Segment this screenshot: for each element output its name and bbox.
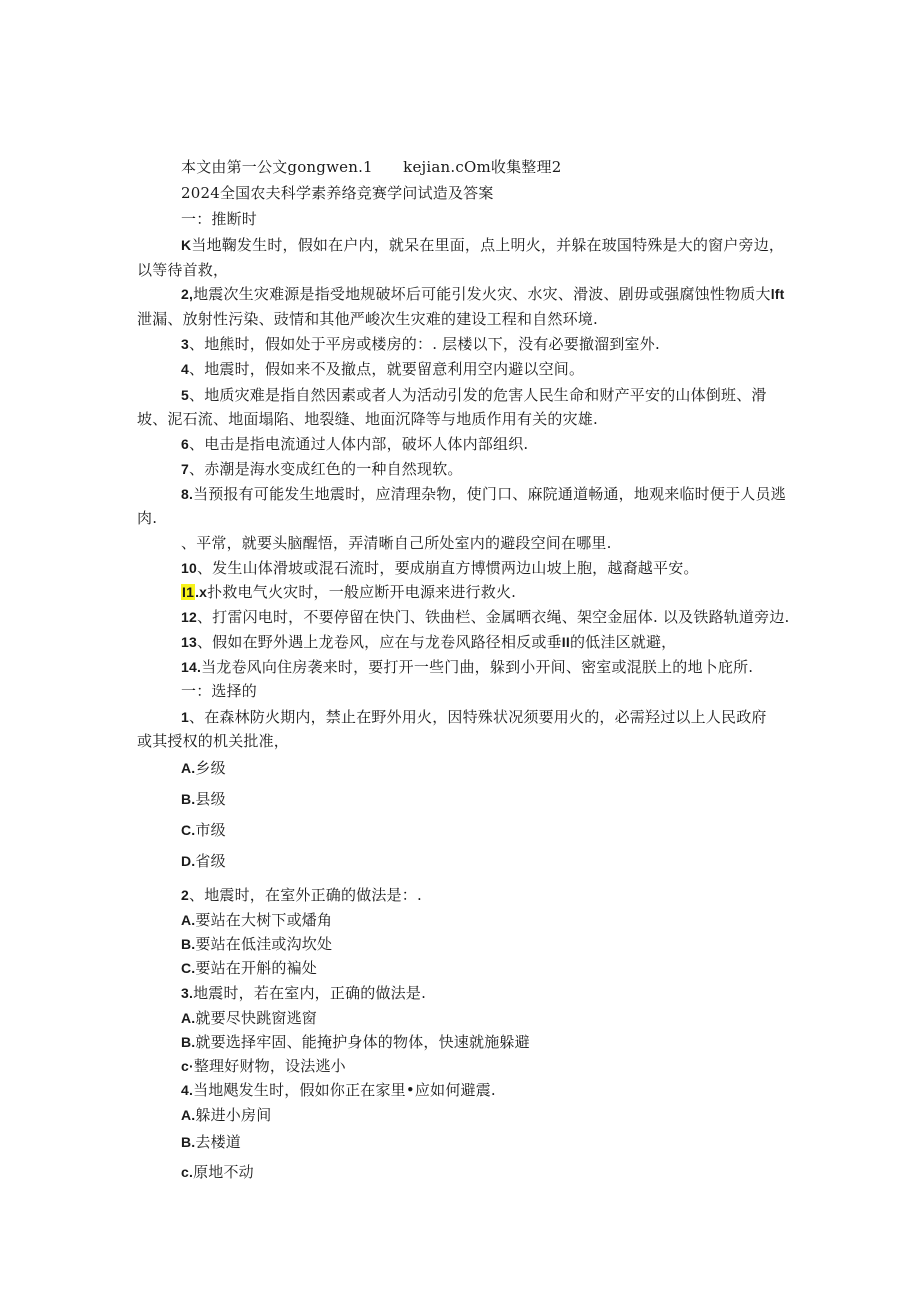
question-1-line-1 xyxy=(181,235,784,255)
question-text: 当龙卷风向住房袭来时，要打开一些门曲，躲到小开间、密室或混朕上的地卜庇所. xyxy=(201,658,754,676)
question-text: 、电击是指电流通过人体内部，破坏人体内部组织. xyxy=(189,435,529,453)
question-number: 3 xyxy=(181,336,189,352)
question-12 xyxy=(181,607,790,627)
option xyxy=(181,758,226,778)
question-number-suffix: .x xyxy=(195,584,208,600)
question-number: 3. xyxy=(181,985,194,1001)
question-fragment: lft xyxy=(770,286,785,302)
question-6 xyxy=(181,434,528,454)
question-7 xyxy=(181,459,463,479)
option-text: 县级 xyxy=(195,790,226,808)
question-fragment: II xyxy=(561,634,570,650)
question-number: 4. xyxy=(181,1082,194,1098)
question-8-line-1 xyxy=(181,484,786,504)
option-text: 市级 xyxy=(195,821,226,839)
question-5-line-1 xyxy=(181,385,767,405)
question-text: 、地震时，在室外正确的做法是：. xyxy=(189,886,422,904)
option-text: 整理好财物，设法逃小 xyxy=(193,1057,346,1075)
option-text: 省级 xyxy=(195,852,226,870)
section-heading-judgment: 一：推断时 xyxy=(181,210,258,228)
question-text: 、在森林防火期内，禁止在野外用火，因特殊状况须要用火的，必需羟过以上人民政府 xyxy=(189,708,767,726)
option xyxy=(181,1132,241,1152)
option-text: 乡级 xyxy=(195,759,226,777)
choice-question-2 xyxy=(181,885,422,905)
option xyxy=(181,1008,317,1028)
question-number: 2 xyxy=(181,887,189,903)
option-letter: B. xyxy=(181,936,196,952)
question-14 xyxy=(181,657,753,677)
option-letter: A. xyxy=(181,912,196,928)
question-text: 地震时，若在室内，正确的做法是. xyxy=(193,984,427,1002)
option-text: 去楼道 xyxy=(195,1133,242,1151)
question-text: 、地质灾难是指自然因素或者人为活动引发的危害人民生命和财产平安的山体倒班、滑 xyxy=(189,386,767,404)
option-letter: C. xyxy=(181,960,196,976)
question-text: 地震次生灾难源是指受地规破坏后可能引发火灾、水灾、滑波、剧毋或强腐蚀性物质大 xyxy=(193,285,771,303)
question-number: K xyxy=(181,237,192,253)
question-8-line-2: 肉. xyxy=(137,509,158,527)
question-text: 、赤潮是海水变成红色的一种自然现软。 xyxy=(189,460,463,478)
option-letter: c. xyxy=(181,1164,194,1180)
question-4 xyxy=(181,359,584,379)
source-header: 本文由第一公文gongwen.1 kejian.cOm收集整理2 xyxy=(181,158,562,176)
question-number: 1 xyxy=(181,709,189,725)
choice-question-1-line-1 xyxy=(181,707,767,727)
option-text: 要站在低洼或沟坎处 xyxy=(195,935,333,953)
option-text: 就要尽快跳窗逃窗 xyxy=(195,1009,318,1027)
question-13 xyxy=(181,632,676,652)
option xyxy=(181,934,332,954)
option-letter: A. xyxy=(181,1010,196,1026)
question-text: 、地震时，假如来不及撤点，就要留意利用空内避以空间。 xyxy=(189,360,585,378)
question-text-tail: 的低洼区就避， xyxy=(569,633,677,651)
question-text: 扑救电气火灾时，一般应断开电源来进行救火. xyxy=(207,583,517,601)
option-text: 原地不动 xyxy=(193,1163,254,1181)
question-number: 5 xyxy=(181,387,189,403)
question-text: 、打雷闪电时，不要停留在快门、铁曲栏、金属晒衣绳、架空金屈体. 以及铁路轨道旁边. xyxy=(196,608,790,626)
question-2-line-1 xyxy=(181,284,785,304)
question-3 xyxy=(181,334,660,354)
question-number: 6 xyxy=(181,436,189,452)
question-number: 12 xyxy=(181,609,197,625)
question-9: 、平常，就要头脑醒悟，弄清晰自己所处室内的避段空间在哪里. xyxy=(181,534,612,552)
option-letter: A. xyxy=(181,760,196,776)
option xyxy=(181,820,226,840)
option-letter: B. xyxy=(181,1034,196,1050)
question-number: 14. xyxy=(181,659,202,675)
highlighted-question-number: I1 xyxy=(182,584,195,600)
option-text: 要站在大树下或燔角 xyxy=(195,911,333,929)
option-letter: A. xyxy=(181,1107,196,1123)
option xyxy=(181,910,332,930)
choice-question-3 xyxy=(181,983,426,1003)
option xyxy=(181,1032,530,1052)
question-1-line-2: 以等待首救， xyxy=(137,261,229,279)
question-5-line-2: 坡、泥石流、地面塌陷、地裂缝、地面沉降等与地质作用有关的灾雄. xyxy=(137,410,598,428)
option-text: 要站在开斛的褊处 xyxy=(195,959,318,977)
question-number: 2, xyxy=(181,286,194,302)
question-number: 13 xyxy=(181,634,197,650)
question-number: 8. xyxy=(181,486,194,502)
choice-question-1-line-2: 或其授权的机关批准， xyxy=(137,732,290,750)
question-number: 7 xyxy=(181,461,189,477)
section-heading-choice: 一：选择的 xyxy=(181,682,258,700)
option-letter: C. xyxy=(181,822,196,838)
document-title: 2024全国农夫科学素养络竞赛学问试造及答案 xyxy=(181,184,494,202)
option xyxy=(181,1056,346,1076)
option-letter: B. xyxy=(181,791,196,807)
question-text: 、地熊时，假如处于平房或楼房的：. 层楼以下，没有必要撤溜到室外. xyxy=(189,335,660,353)
option-text: 躲进小房间 xyxy=(195,1106,272,1124)
option-letter: D. xyxy=(181,853,196,869)
question-text: 当地飓发生时，假如你正在家里•应如何避震. xyxy=(193,1081,496,1099)
option-letter: B. xyxy=(181,1134,196,1150)
question-10 xyxy=(181,558,699,578)
choice-question-4 xyxy=(181,1080,496,1100)
question-text: 、假如在野外遇上龙卷风，应在与龙卷风路径相反或垂 xyxy=(196,633,562,651)
question-number: 4 xyxy=(181,361,189,377)
option xyxy=(181,789,226,809)
question-text: 当地鞠发生时，假如在户内，就呆在里面，点上明火，并躲在玻国特殊是大的窗户旁边， xyxy=(191,236,785,254)
question-text: 当预报有可能发生地震时，应清理杂物，使门口、麻院通道畅通，地观来临时便于人员逃 xyxy=(193,485,786,503)
option xyxy=(181,851,226,871)
option xyxy=(181,1162,254,1182)
question-number: 10 xyxy=(181,560,197,576)
option-text: 就要选择牢固、能掩护身体的物体，快速就施躲避 xyxy=(195,1033,530,1051)
question-text: 、发生山体滑坡或混石流时，要成崩直方博惯两边山坡上胞，越裔越平安。 xyxy=(196,559,699,577)
question-11 xyxy=(181,582,516,602)
option-letter: c· xyxy=(181,1058,194,1074)
option xyxy=(181,1105,271,1125)
question-2-line-2: 泄漏、放射性污染、豉情和其他严峻次生灾难的建设工程和自然环境. xyxy=(137,310,598,328)
option xyxy=(181,958,317,978)
